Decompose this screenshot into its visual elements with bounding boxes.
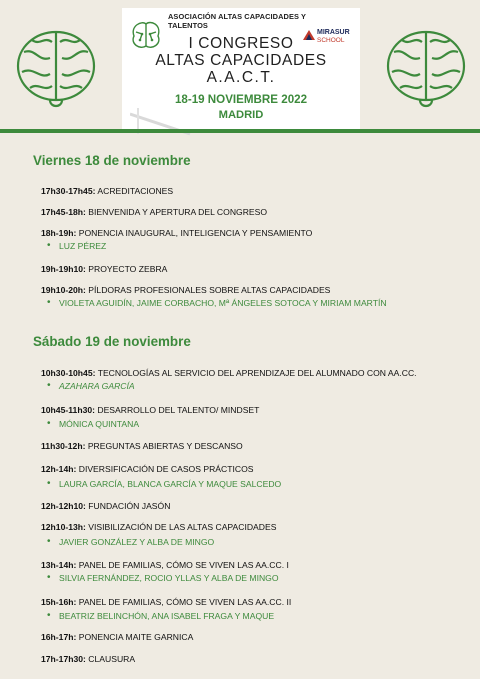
agenda-item <box>41 207 267 217</box>
item-label: PONENCIA INAUGURAL, INTELIGENCIA Y PENSAMIENTO <box>76 228 313 238</box>
item-time: 17h30-17h45: <box>41 186 96 196</box>
item-time: 12h-12h10: <box>41 501 86 511</box>
agenda-item <box>41 522 276 532</box>
day-title-friday: Viernes 18 de noviembre <box>33 153 191 168</box>
day-title-saturday: Sábado 19 de noviembre <box>33 334 191 349</box>
agenda-item <box>41 654 135 664</box>
item-label: TECNOLOGÍAS AL SERVICIO DEL APRENDIZAJE DEL ALUMNADO CON AA.CC. <box>95 368 417 378</box>
item-speaker: • BEATRIZ BELINCHÓN, ANA ISABEL FRAGA Y MAQUE <box>59 611 274 621</box>
association-name: ASOCIACIÓN ALTAS CAPACIDADES Y TALENTOS <box>168 12 306 30</box>
agenda-item <box>41 441 243 451</box>
item-time: 16h-17h: <box>41 632 77 642</box>
header-divider <box>0 129 480 133</box>
item-time: 17h-17h30: <box>41 654 86 664</box>
item-label: DIVERSIFICACIÓN DE CASOS PRÁCTICOS <box>76 464 254 474</box>
item-label: CLAUSURA <box>85 654 136 664</box>
item-label: PÍLDORAS PROFESIONALES SOBRE ALTAS CAPACIDADES <box>85 285 331 295</box>
item-time: 11h30-12h: <box>41 441 86 451</box>
brain-icon <box>380 22 472 114</box>
agenda-item <box>41 228 312 238</box>
congress-title-line1: I CONGRESO <box>188 35 294 52</box>
congress-dates: 18-19 NOVIEMBRE 2022 <box>174 93 308 106</box>
item-time: 19h-19h10: <box>41 264 86 274</box>
item-label: VISIBILIZACIÓN DE LAS ALTAS CAPACIDADES <box>85 522 277 532</box>
item-time: 17h45-18h: <box>41 207 86 217</box>
item-speaker: • LAURA GARCÍA, BLANCA GARCÍA Y MAQUE SALCEDO <box>59 479 281 489</box>
item-label: FUNDACIÓN JASÓN <box>85 501 171 511</box>
item-time: 18h-19h: <box>41 228 77 238</box>
item-speaker: • JAVIER GONZÁLEZ Y ALBA DE MINGO <box>59 537 214 547</box>
agenda-item <box>41 632 193 642</box>
item-speaker: • AZAHARA GARCÍA <box>59 381 135 391</box>
header <box>0 0 480 130</box>
agenda-item <box>41 597 291 607</box>
item-label: PANEL DE FAMILIAS, CÓMO SE VIVEN LAS AA.CC. II <box>76 597 292 607</box>
brain-icon <box>10 22 102 114</box>
agenda-item <box>41 368 417 378</box>
agenda-item <box>41 405 259 415</box>
congress-title-line3: A.A.C.T. <box>206 69 276 86</box>
item-time: 10h45-11h30: <box>41 405 95 415</box>
item-time: 13h-14h: <box>41 560 77 570</box>
agenda-item <box>41 186 173 196</box>
item-label: PROYECTO ZEBRA <box>85 264 168 274</box>
agenda-item <box>41 264 167 274</box>
item-label: PANEL DE FAMILIAS, CÓMO SE VIVEN LAS AA.CC. I <box>76 560 289 570</box>
item-speaker: • MÓNICA QUINTANA <box>59 419 139 429</box>
item-label: DESARROLLO DEL TALENTO/ MINDSET <box>94 405 260 415</box>
item-label: PONENCIA MAITE GARNICA <box>76 632 194 642</box>
sponsor-subtitle: SCHOOL <box>317 37 345 44</box>
agenda-item <box>41 285 330 295</box>
congress-title-line2: ALTAS CAPACIDADES <box>155 52 327 69</box>
congress-banner <box>122 8 360 130</box>
item-time: 12h-14h: <box>41 464 77 474</box>
item-time: 19h10-20h: <box>41 285 86 295</box>
item-time: 12h10-13h: <box>41 522 86 532</box>
item-speaker: • LUZ PÉREZ <box>59 241 106 251</box>
item-label: BIENVENIDA Y APERTURA DEL CONGRESO <box>85 207 268 217</box>
item-label: PREGUNTAS ABIERTAS Y DESCANSO <box>85 441 243 451</box>
item-label: ACREDITACIONES <box>95 186 174 196</box>
congress-city: MADRID <box>218 109 264 121</box>
item-time: 15h-16h: <box>41 597 77 607</box>
agenda-item <box>41 501 170 511</box>
item-speaker: • SILVIA FERNÁNDEZ, ROCIO YLLAS Y ALBA DE MINGO <box>59 573 279 583</box>
item-time: 10h30-10h45: <box>41 368 96 378</box>
agenda-item <box>41 464 254 474</box>
item-speaker: • VIOLETA AGUIDÍN, JAIME CORBACHO, Mª ÁNGELES SOTOCA Y MIRIAM MARTÍN <box>59 298 387 308</box>
agenda-item <box>41 560 289 570</box>
sponsor-name: MIRASUR <box>317 29 350 36</box>
